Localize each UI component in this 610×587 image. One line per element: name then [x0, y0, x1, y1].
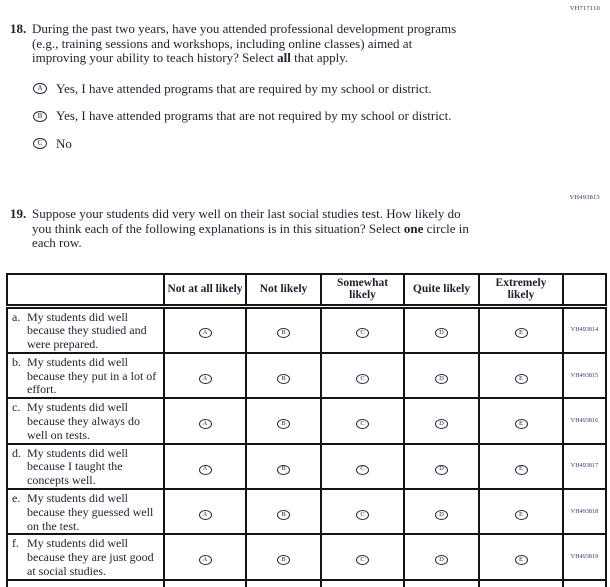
answer-oval[interactable]: D [435, 419, 448, 429]
header-blank-code [563, 274, 606, 306]
question-19-code: VH493813 [569, 194, 600, 201]
column-header-not-likely: Not likely [246, 274, 321, 306]
row-letter: e. [12, 491, 21, 506]
answer-oval[interactable]: D [435, 374, 448, 384]
row-code: VH493819 [563, 534, 606, 579]
matrix-cell [321, 534, 404, 579]
row-code [563, 580, 606, 587]
matrix-cell [164, 398, 246, 443]
answer-oval[interactable]: A [33, 83, 47, 94]
answer-oval[interactable]: E [515, 465, 528, 475]
table-row-e [7, 489, 606, 534]
option-label: Yes, I have attended programs that are required by my school or district. [56, 80, 432, 96]
matrix-cell [479, 534, 563, 579]
row-code: VH493814 [563, 306, 606, 353]
question-19 [10, 207, 550, 251]
answer-oval[interactable]: E [515, 555, 528, 565]
row-code: VH493817 [563, 444, 606, 489]
matrix-cell [246, 444, 321, 489]
table-row-f [7, 534, 606, 579]
matrix-cell [246, 580, 321, 587]
question-19-text [32, 207, 469, 251]
answer-oval[interactable]: C [356, 555, 369, 565]
row-stem [7, 444, 164, 489]
answer-oval[interactable]: C [356, 419, 369, 429]
table-row-a [7, 306, 606, 353]
row-stem [7, 580, 164, 587]
answer-oval[interactable]: A [199, 555, 212, 565]
answer-oval[interactable]: C [356, 465, 369, 475]
row-stem [7, 534, 164, 579]
header-blank-stem [7, 274, 164, 306]
question-19-number: 19. [10, 206, 27, 221]
answer-option [33, 136, 573, 151]
column-header-extremely-likely: Extremely likely [479, 274, 563, 306]
column-header-somewhat-likely: Somewhat likely [321, 274, 404, 306]
question-18-line1: During the past two years, have you attended professional development programs [32, 21, 457, 36]
question-18-code: VH717110 [569, 5, 600, 12]
matrix-cell [164, 444, 246, 489]
question-19-line2-pre: you think each of the following explanations is in this situation? Select [32, 220, 404, 236]
matrix-cell [321, 398, 404, 443]
column-header-not-at-all-likely: Not at all likely [164, 274, 246, 306]
question-19-line2-post: circle in [423, 220, 469, 236]
row-text: My students did well because they put in a lot of effort. [27, 354, 157, 397]
matrix-cell [321, 306, 404, 353]
answer-oval[interactable]: B [277, 555, 290, 565]
answer-oval[interactable]: D [435, 555, 448, 565]
row-text: My students did well because they are just good at social studies. [27, 536, 154, 579]
question-18-line2: (e.g., training sessions and workshops, including online classes) aimed at [32, 35, 413, 51]
matrix-cell [246, 306, 321, 353]
matrix-cell [479, 580, 563, 587]
table-row-d [7, 444, 606, 489]
matrix-cell [479, 444, 563, 489]
answer-oval[interactable]: B [277, 510, 290, 520]
answer-oval[interactable]: B [277, 374, 290, 384]
row-stem [7, 306, 164, 353]
answer-oval[interactable]: A [199, 510, 212, 520]
answer-oval[interactable]: E [515, 510, 528, 520]
matrix-cell [164, 306, 246, 353]
matrix-cell [404, 489, 479, 534]
answer-oval[interactable]: D [435, 328, 448, 338]
answer-oval[interactable]: B [33, 111, 47, 122]
answer-oval[interactable]: A [199, 419, 212, 429]
row-code: VH493818 [563, 489, 606, 534]
matrix-cell [404, 444, 479, 489]
matrix-cell [246, 353, 321, 398]
table-header-row [7, 274, 606, 306]
matrix-cell [404, 398, 479, 443]
row-letter: a. [12, 309, 21, 324]
answer-oval[interactable]: D [435, 510, 448, 520]
answer-oval[interactable]: E [515, 419, 528, 429]
matrix-cell [479, 306, 563, 353]
row-code: VH493816 [563, 398, 606, 443]
option-label: Yes, I have attended programs that are not required by my school or district. [56, 108, 452, 123]
answer-oval[interactable]: E [515, 374, 528, 384]
row-text: My students did well because they always do well on tests. [27, 400, 140, 442]
row-stem [7, 353, 164, 398]
answer-oval[interactable]: A [199, 465, 212, 475]
answer-oval[interactable]: E [515, 328, 528, 338]
matrix-cell [321, 353, 404, 398]
answer-option [33, 109, 573, 124]
table-row-partial [7, 580, 606, 587]
question-19-bold-one: one [403, 220, 424, 236]
likelihood-matrix-table [6, 273, 607, 587]
matrix-cell [321, 489, 404, 534]
matrix-cell [479, 489, 563, 534]
row-text: My students did well because I taught the concepts well. [27, 445, 128, 488]
matrix-cell [404, 534, 479, 579]
matrix-cell [404, 353, 479, 398]
column-header-quite-likely: Quite likely [404, 274, 479, 306]
question-19-line3: each row. [32, 235, 82, 251]
option-label: No [56, 135, 72, 151]
matrix-cell [164, 353, 246, 398]
row-letter: b. [12, 354, 21, 369]
answer-oval[interactable]: B [277, 465, 290, 475]
answer-oval[interactable]: A [199, 374, 212, 384]
row-stem [7, 489, 164, 534]
matrix-cell [164, 489, 246, 534]
matrix-cell [479, 398, 563, 443]
row-letter: d. [12, 445, 21, 460]
question-18-text [32, 22, 456, 66]
question-18 [10, 22, 550, 66]
question-18-line3-post: that apply. [290, 50, 349, 66]
table-row-b [7, 353, 606, 398]
matrix-cell [246, 398, 321, 443]
matrix-cell [164, 580, 246, 587]
matrix-cell [246, 489, 321, 534]
row-stem [7, 398, 164, 443]
matrix-cell [404, 306, 479, 353]
question-19-line1: Suppose your students did very well on their last social studies test. How likely do [32, 206, 461, 221]
answer-oval[interactable]: B [277, 328, 290, 338]
matrix-cell [479, 353, 563, 398]
table-row-c [7, 398, 606, 443]
answer-oval[interactable]: A [199, 328, 212, 338]
row-letter: c. [12, 400, 21, 415]
matrix-cell [164, 534, 246, 579]
question-18-options [33, 81, 573, 164]
row-letter: f. [12, 536, 19, 551]
matrix-cell [246, 534, 321, 579]
answer-oval[interactable]: B [277, 419, 290, 429]
matrix-cell [321, 444, 404, 489]
answer-oval[interactable]: D [435, 465, 448, 475]
question-18-line3-pre: improving your ability to teach history? Select [32, 50, 278, 66]
row-text: My students did well because they guessed well on the test. [27, 491, 154, 533]
row-text: My students did well because they studied and were prepared. [27, 309, 147, 352]
answer-oval[interactable]: C [356, 510, 369, 520]
row-code: VH493815 [563, 353, 606, 398]
matrix-cell [321, 580, 404, 587]
question-18-bold-all: all [277, 50, 291, 66]
answer-oval[interactable]: C [356, 374, 369, 384]
matrix-cell [404, 580, 479, 587]
answer-option [33, 81, 573, 96]
answer-oval[interactable]: C [356, 328, 369, 338]
answer-oval[interactable]: C [33, 138, 47, 149]
question-18-number: 18. [10, 21, 27, 36]
